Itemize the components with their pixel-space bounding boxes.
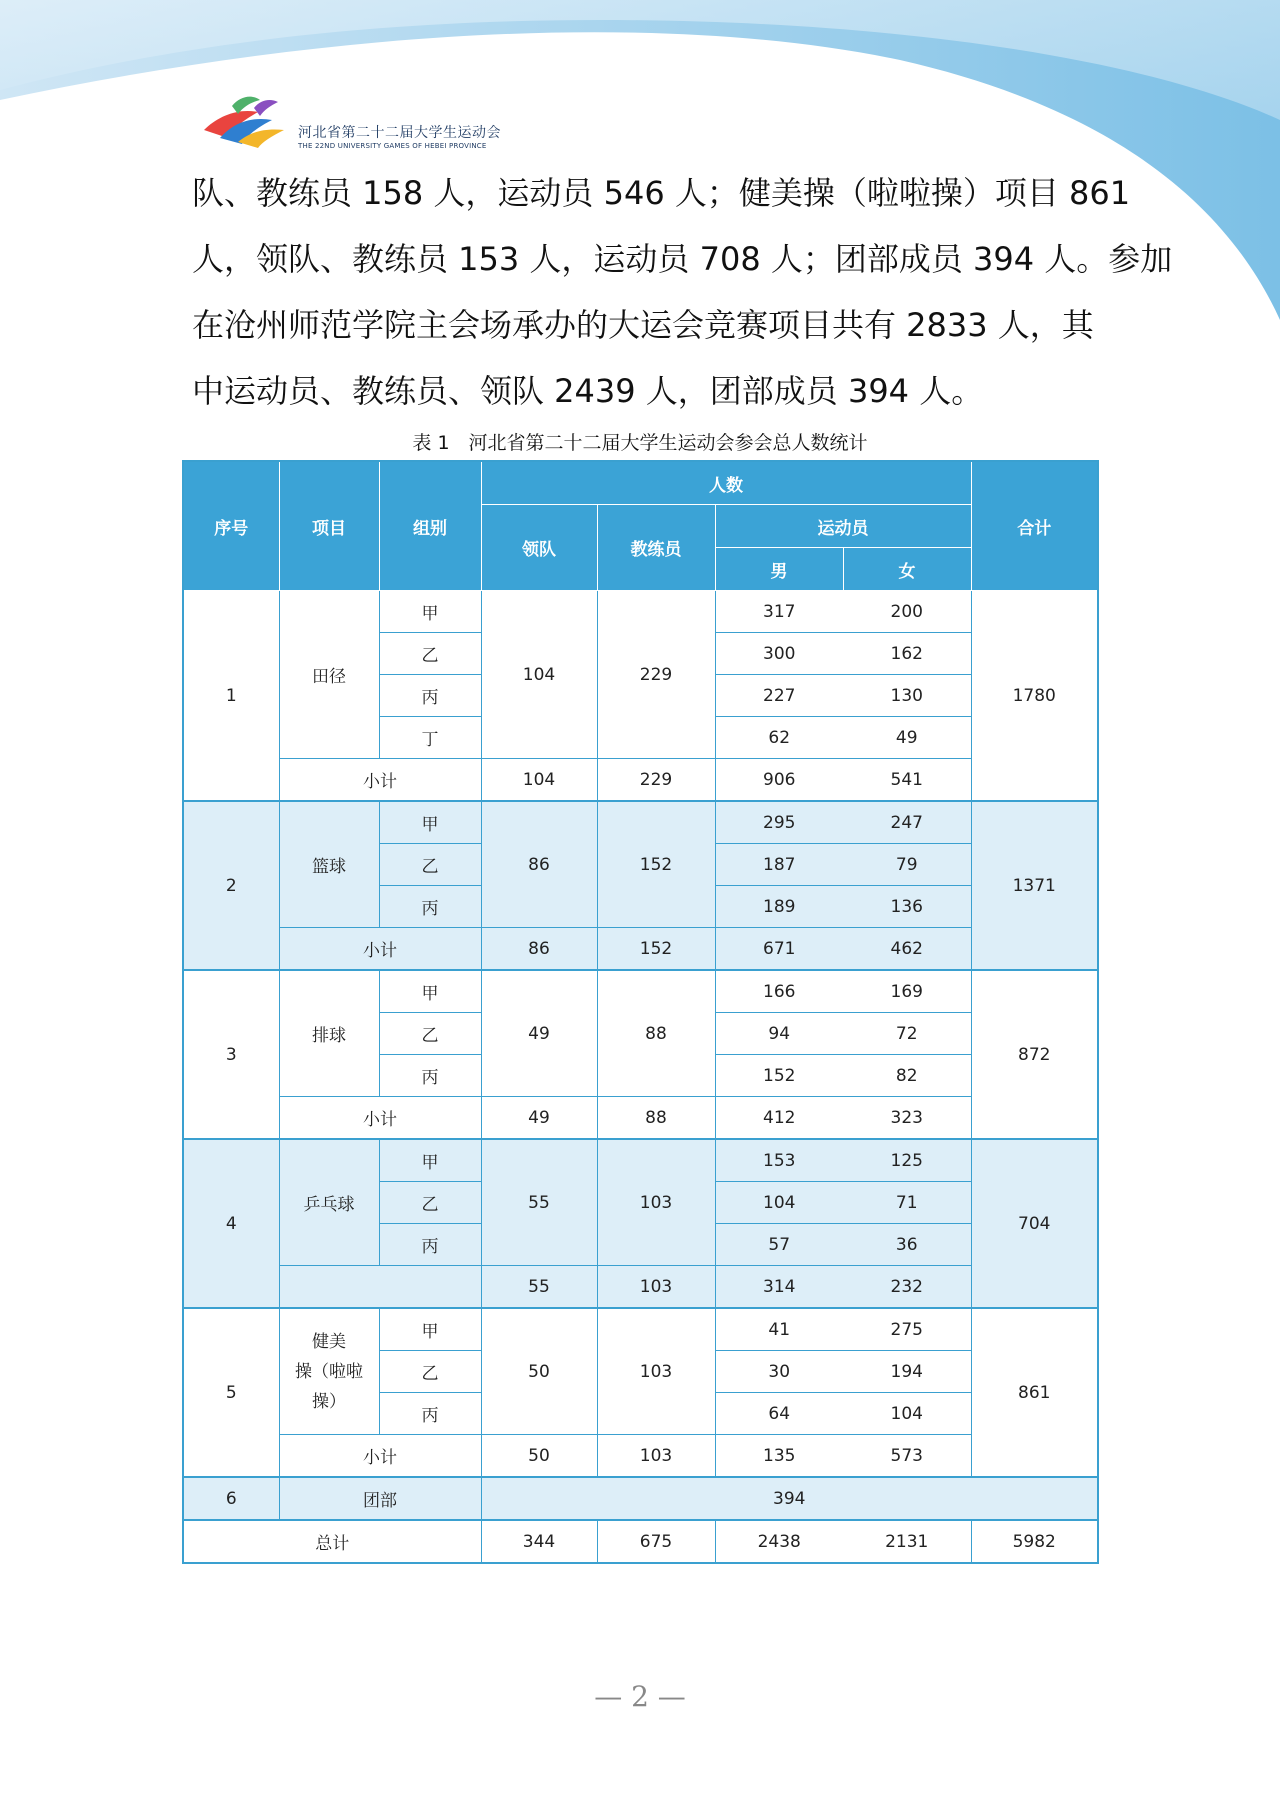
row-idx: 6: [183, 1477, 279, 1520]
subtotal-m: 906: [715, 759, 843, 802]
subtotal-label: 小计: [279, 1097, 481, 1140]
row-group: 丙: [379, 886, 481, 928]
grand-total-leader: 344: [481, 1520, 597, 1563]
header-leader: 领队: [481, 505, 597, 591]
row-group: 丙: [379, 1393, 481, 1435]
row-male: 94: [715, 1013, 843, 1055]
subtotal-f: 462: [843, 928, 971, 971]
table-row: [183, 801, 1098, 844]
row-male: 153: [715, 1139, 843, 1182]
subtotal-coach: 152: [597, 928, 715, 971]
paragraph-line: 队、教练员 158 人，运动员 546 人；健美操（啦啦操）项目 861: [192, 174, 1131, 212]
games-logo: [198, 86, 518, 156]
row-male: 227: [715, 675, 843, 717]
row-group: 丁: [379, 717, 481, 759]
delegation-name: 团部: [279, 1477, 481, 1520]
row-male: 30: [715, 1351, 843, 1393]
row-female: 169: [843, 970, 971, 1013]
row-group: 丙: [379, 1224, 481, 1266]
games-emblem-icon: [198, 86, 290, 150]
subtotal-leader: 55: [481, 1266, 597, 1309]
subtotal-row: [183, 1435, 1098, 1478]
subtotal-label: [279, 1266, 481, 1309]
table-row: [183, 970, 1098, 1013]
row-idx: 1: [183, 591, 279, 802]
row-female: 72: [843, 1013, 971, 1055]
subtotal-f: 232: [843, 1266, 971, 1309]
row-group: 乙: [379, 633, 481, 675]
row-female: 130: [843, 675, 971, 717]
subtotal-coach: 103: [597, 1266, 715, 1309]
logo-title-cn: 河北省第二十二届大学生运动会: [298, 125, 501, 141]
row-male: 152: [715, 1055, 843, 1097]
row-female: 71: [843, 1182, 971, 1224]
grand-total-f: 2131: [885, 1531, 929, 1552]
body-paragraph: [192, 160, 1173, 424]
subtotal-m: 314: [715, 1266, 843, 1309]
grand-total-row: [183, 1520, 1098, 1563]
paragraph-line: 在沧州师范学院主会场承办的大运会竞赛项目共有 2833 人，其: [192, 306, 1094, 344]
header-female: 女: [843, 548, 971, 591]
row-leader: 104: [481, 591, 597, 759]
row-item-name: 排球: [279, 970, 379, 1097]
page-number: — 2 —: [594, 1680, 686, 1713]
paragraph-line: 人，领队、教练员 153 人，运动员 708 人；团部成员 394 人。参加: [192, 240, 1173, 278]
subtotal-label: 小计: [279, 928, 481, 971]
row-total: 872: [971, 970, 1098, 1139]
row-male: 41: [715, 1308, 843, 1351]
subtotal-row: [183, 1097, 1098, 1140]
subtotal-m: 135: [715, 1435, 843, 1478]
grand-total-total: 5982: [971, 1520, 1098, 1563]
row-male: 295: [715, 801, 843, 844]
row-female: 82: [843, 1055, 971, 1097]
subtotal-leader: 104: [481, 759, 597, 802]
table-row: [183, 1139, 1098, 1182]
subtotal-row: [183, 759, 1098, 802]
row-leader: 86: [481, 801, 597, 928]
row-male: 62: [715, 717, 843, 759]
row-coach: 152: [597, 801, 715, 928]
row-group: 甲: [379, 801, 481, 844]
row-leader: 49: [481, 970, 597, 1097]
row-idx: 4: [183, 1139, 279, 1308]
row-coach: 229: [597, 591, 715, 759]
row-group: 甲: [379, 1139, 481, 1182]
subtotal-coach: 88: [597, 1097, 715, 1140]
row-leader: 50: [481, 1308, 597, 1435]
row-coach: 103: [597, 1139, 715, 1266]
table-row: [183, 591, 1098, 633]
row-group: 丙: [379, 675, 481, 717]
delegation-row: [183, 1477, 1098, 1520]
subtotal-row: [183, 928, 1098, 971]
logo-title-en: THE 22ND UNIVERSITY GAMES OF HEBEI PROVINCE: [298, 142, 487, 150]
row-total: 1780: [971, 591, 1098, 802]
subtotal-label: 小计: [279, 759, 481, 802]
row-male: 57: [715, 1224, 843, 1266]
row-male: 64: [715, 1393, 843, 1435]
row-male: 104: [715, 1182, 843, 1224]
row-female: 194: [843, 1351, 971, 1393]
header-male: 男: [715, 548, 843, 591]
row-group: 甲: [379, 591, 481, 633]
subtotal-leader: 50: [481, 1435, 597, 1478]
subtotal-row: [183, 1266, 1098, 1309]
row-male: 187: [715, 844, 843, 886]
row-coach: 88: [597, 970, 715, 1097]
table-row: [183, 1308, 1098, 1351]
row-female: 247: [843, 801, 971, 844]
header-group: 组别: [379, 461, 481, 591]
row-male: 317: [715, 591, 843, 633]
header-people: 人数: [481, 461, 971, 505]
row-item-name: 乒乓球: [279, 1139, 379, 1266]
subtotal-coach: 229: [597, 759, 715, 802]
subtotal-m: 412: [715, 1097, 843, 1140]
row-female: 136: [843, 886, 971, 928]
row-group: 乙: [379, 1013, 481, 1055]
row-group: 乙: [379, 1182, 481, 1224]
header-item: 项目: [279, 461, 379, 591]
subtotal-f: 573: [843, 1435, 971, 1478]
grand-total-coach: 675: [597, 1520, 715, 1563]
paragraph-line: 中运动员、教练员、领队 2439 人，团部成员 394 人。: [192, 372, 984, 410]
row-total: 704: [971, 1139, 1098, 1308]
subtotal-label: 小计: [279, 1435, 481, 1478]
subtotal-f: 541: [843, 759, 971, 802]
participants-table: [182, 460, 1099, 1564]
row-male: 166: [715, 970, 843, 1013]
row-leader: 55: [481, 1139, 597, 1266]
row-item-name: 田径: [279, 591, 379, 759]
header-total: 合计: [971, 461, 1098, 591]
row-female: 36: [843, 1224, 971, 1266]
subtotal-leader: 49: [481, 1097, 597, 1140]
row-item-name: 篮球: [279, 801, 379, 928]
row-total: 861: [971, 1308, 1098, 1477]
row-coach: 103: [597, 1308, 715, 1435]
row-female: 104: [843, 1393, 971, 1435]
item-name-line: 操）: [312, 1391, 346, 1412]
header-coach: 教练员: [597, 505, 715, 591]
row-item-name: [279, 1308, 379, 1435]
row-idx: 2: [183, 801, 279, 970]
row-idx: 3: [183, 970, 279, 1139]
subtotal-leader: 86: [481, 928, 597, 971]
row-idx: 5: [183, 1308, 279, 1477]
grand-total-label: 总计: [315, 1534, 350, 1554]
row-group: 丙: [379, 1055, 481, 1097]
row-male: 189: [715, 886, 843, 928]
subtotal-coach: 103: [597, 1435, 715, 1478]
row-total: 1371: [971, 801, 1098, 970]
row-group: 乙: [379, 1351, 481, 1393]
header-idx: 序号: [183, 461, 279, 591]
row-female: 79: [843, 844, 971, 886]
row-female: 49: [843, 717, 971, 759]
item-name-line: 操（啦啦: [295, 1361, 363, 1382]
subtotal-m: 671: [715, 928, 843, 971]
row-group: 甲: [379, 970, 481, 1013]
row-female: 125: [843, 1139, 971, 1182]
table-caption: 表 1 河北省第二十二届大学生运动会参会总人数统计: [412, 432, 868, 454]
row-female: 275: [843, 1308, 971, 1351]
subtotal-f: 323: [843, 1097, 971, 1140]
delegation-value: 394: [481, 1477, 1098, 1520]
row-group: 甲: [379, 1308, 481, 1351]
grand-total-m: 2438: [715, 1520, 843, 1563]
row-male: 300: [715, 633, 843, 675]
row-group: 乙: [379, 844, 481, 886]
item-name-line: 健美: [312, 1331, 346, 1352]
header-athlete: 运动员: [715, 505, 971, 548]
row-female: 200: [843, 591, 971, 633]
row-female: 162: [843, 633, 971, 675]
